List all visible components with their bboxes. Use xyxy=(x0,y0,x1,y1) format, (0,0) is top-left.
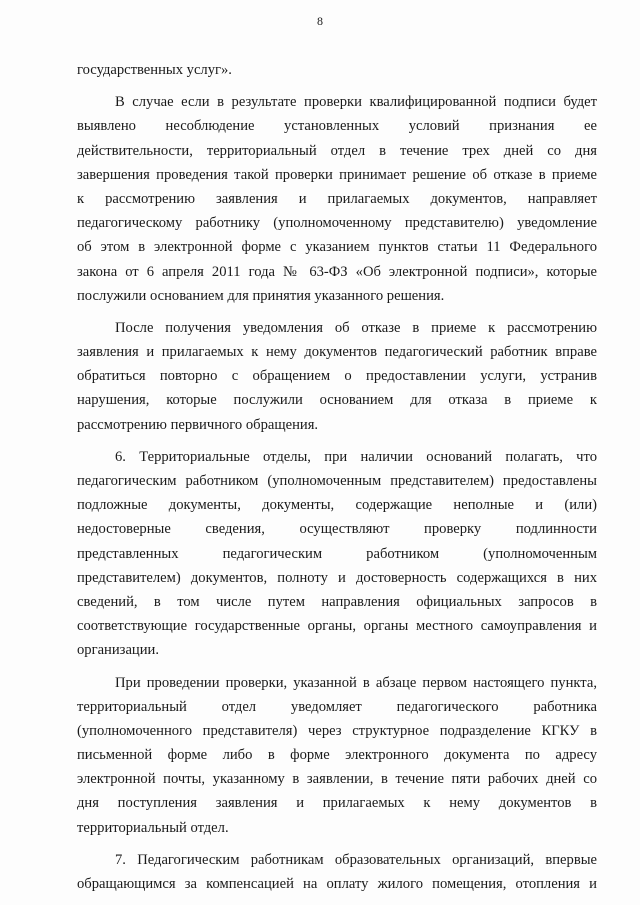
document-body xyxy=(77,58,597,896)
text-line: организации. xyxy=(77,642,159,659)
paragraph xyxy=(77,316,597,437)
text-line: письменной форме либо в форме электронного документа по адресу xyxy=(77,747,597,764)
text-line: сведений, в том числе путем направления официальных запросов в xyxy=(77,593,597,610)
text-line: заявления и прилагаемых к нему документов педагогический работник вправе xyxy=(77,344,597,361)
paragraph xyxy=(77,58,597,82)
text-line: При проведении проверки, указанной в абзаце первом настоящего пункта, xyxy=(115,674,597,691)
text-line: электронной почты, указанному в заявлении, в течение пяти рабочих дней со xyxy=(77,771,597,788)
text-line: действительности, территориальный отдел в течение трех дней со дня xyxy=(77,142,597,159)
text-line: представителем) документов, полноту и достоверность содержащихся в них xyxy=(77,569,597,586)
text-line: представленных педагогическим работником (уполномоченным xyxy=(77,545,597,562)
text-line: завершения проведения такой проверки принимает решение об отказе в приеме xyxy=(77,166,597,183)
text-line: дня поступления заявления и прилагаемых к нему документов в xyxy=(77,795,597,812)
text-line: государственных услуг». xyxy=(77,62,232,78)
text-line: выявлено несоблюдение установленных условий признания ее xyxy=(77,118,597,135)
text-line: нарушения, которые послужили основанием для отказа в приеме к xyxy=(77,392,597,409)
text-line: (уполномоченного представителя) через структурное подразделение КГКУ в xyxy=(77,722,597,739)
text-line: В случае если в результате проверки квалифицированной подписи будет xyxy=(115,94,597,111)
text-line: соответствующие государственные органы, органы местного самоуправления и xyxy=(77,618,597,635)
paragraph xyxy=(77,90,597,308)
text-line: 7. Педагогическим работникам образовательных организаций, впервые xyxy=(115,851,597,868)
text-line: обратиться повторно с обращением о предоставлении услуги, устранив xyxy=(77,368,597,385)
text-line: территориальный отдел уведомляет педагогического работника xyxy=(77,698,597,715)
paragraph xyxy=(77,848,597,896)
text-line: об этом в электронной форме с указанием пунктов статьи 11 Федерального xyxy=(77,239,597,256)
text-line: к рассмотрению заявления и прилагаемых документов, направляет xyxy=(77,190,597,207)
text-line: 6. Территориальные отделы, при наличии оснований полагать, что xyxy=(115,448,597,465)
text-line: рассмотрению первичного обращения. xyxy=(77,416,319,433)
text-line: территориальный отдел. xyxy=(77,819,229,836)
text-line: послужили основанием для принятия указанного решения. xyxy=(77,287,445,304)
text-line: недостоверные сведения, осуществляют проверку подлинности xyxy=(77,521,597,538)
text-line: педагогическому работнику (уполномоченному представителю) уведомление xyxy=(77,215,597,232)
page-number: 8 xyxy=(317,14,323,28)
text-line: подложные документы, документы, содержащие неполные и (или) xyxy=(77,497,597,514)
text-line: педагогическим работником (уполномоченным представителем) предоставлены xyxy=(77,473,597,489)
text-line: закона от 6 апреля 2011 года № 63-ФЗ «Об электронной подписи», которые xyxy=(77,263,597,280)
text-line: После получения уведомления об отказе в приеме к рассмотрению xyxy=(115,319,597,336)
paragraph xyxy=(77,445,597,663)
text-line: обращающимся за компенсацией на оплату жилого помещения, отопления и xyxy=(77,876,597,892)
paragraph xyxy=(77,671,597,840)
